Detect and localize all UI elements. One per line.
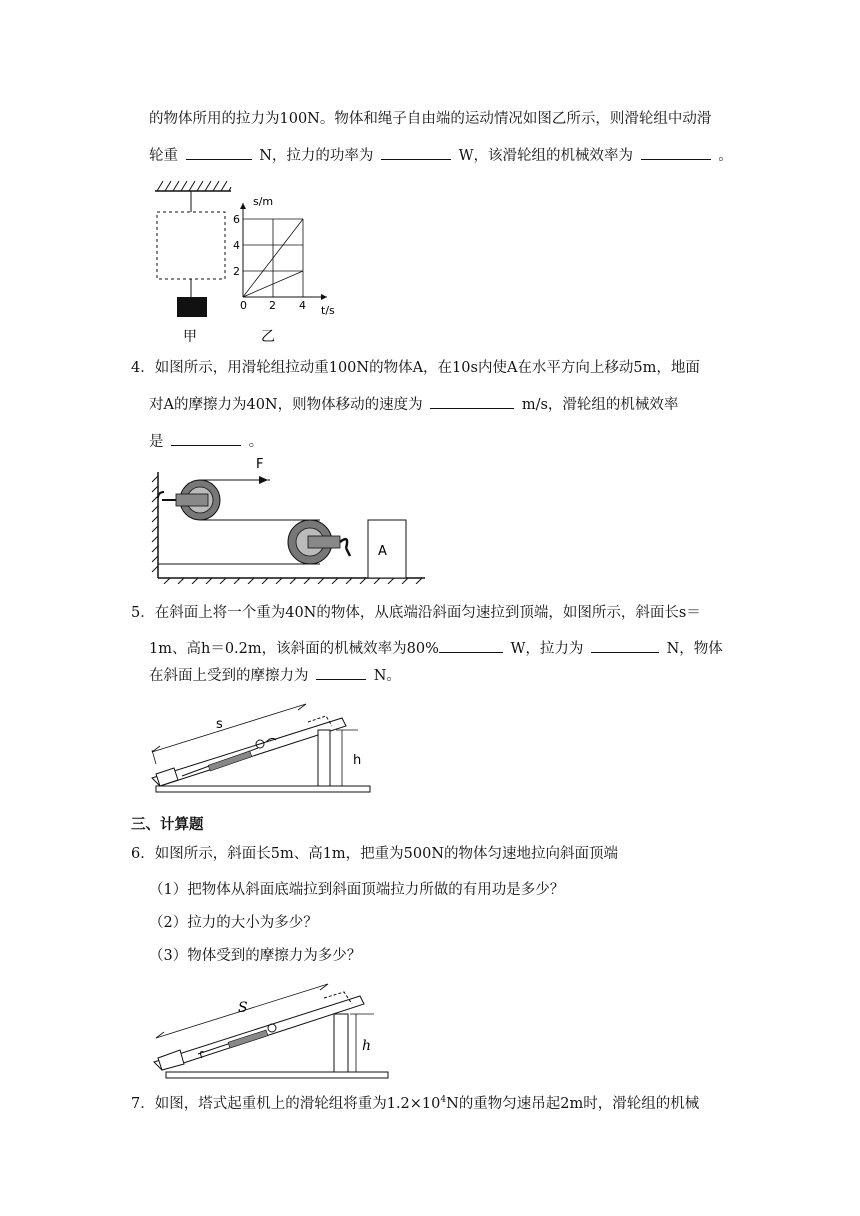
q7-text-a: 7．如图，塔式起重机上的滑轮组将重为1.2×10 [131,1096,441,1112]
q3-text-a: 轮重 [149,148,178,164]
x-axis-label: t/s [321,304,335,317]
q5-text-c: N，物体 [666,641,723,657]
label-F: F [256,457,264,472]
label-h-italic: h [362,1038,372,1054]
q5-text-b: W，拉力为 [510,641,584,657]
q5-line-2 [149,638,723,660]
x-tick-2: 2 [269,299,276,312]
q5-blank-friction[interactable] [316,665,366,680]
q6-line-1: 6．如图所示，斜面长5m、高1m，把重为500N的物体匀速地拉向斜面顶端 [131,846,619,862]
q5-text-a: 1m、高h＝0.2m，该斜面的机械效率为80% [149,641,439,657]
label-jia: 甲 [183,329,197,345]
q5-text-e: N。 [373,668,401,684]
q4-line-1: 4．如图所示，用滑轮组拉动重100N的物体A，在10s内使A在水平方向上移动5m，地面 [131,360,700,376]
y-tick-2: 2 [233,265,240,278]
y-tick-4: 4 [233,239,240,252]
q4-text-b: m/s，滑轮组的机械效率 [521,397,679,413]
q6-sub-1: （1）把物体从斜面底端拉到斜面顶端拉力所做的有用功是多少？ [149,882,565,898]
q3-text-d: 。 [718,148,733,164]
q3-figure [145,175,355,350]
q4-line-3 [149,431,263,453]
q6-figure [148,980,394,1082]
ceiling-hatch [155,181,231,191]
q4-blank-speed[interactable] [430,394,514,409]
q4-blank-efficiency[interactable] [171,431,241,446]
label-h: h [353,753,362,768]
q5-text-d: 在斜面上受到的摩擦力为 [149,668,309,684]
q3-line-2 [149,145,733,167]
s-t-graph [233,195,335,317]
q4-text-d: 。 [248,434,264,450]
q5-blank-force[interactable] [591,638,659,653]
movable-pulley [288,520,350,564]
y-tick-6: 6 [233,213,240,226]
wall-hatch [152,472,158,578]
q4-figure [150,452,430,584]
q7-text-b: N的重物匀速吊起2m时，滑轮组的机械 [446,1096,700,1112]
q3-blank-power[interactable] [381,145,451,160]
label-yi: 乙 [261,329,275,345]
q5-figure [148,698,376,796]
q5-line-3 [149,665,401,687]
pulley-box-dashed [157,212,225,279]
q4-text-a: 对A的摩擦力为40N，则物体移动的速度为 [149,397,423,413]
q5-blank-power[interactable] [439,638,503,653]
q6-sub-2: （2）拉力的大小为多少？ [149,915,318,931]
ground-hatch [158,578,425,584]
section-title: 三、计算题 [131,817,204,833]
q4-line-2 [149,394,678,416]
q3-text-b: N，拉力的功率为 [259,148,374,164]
q3-text-c: W，该滑轮组的机械效率为 [458,148,634,164]
q3-blank-efficiency[interactable] [641,145,711,160]
x-tick-4: 4 [299,299,306,312]
y-axis-label: s/m [253,195,274,208]
label-S: S [238,1000,248,1016]
fixed-pulley [158,480,220,520]
q5-line-1: 5．在斜面上将一个重为40N的物体，从底端沿斜面匀速拉到顶端，如图所示，斜面长s＝ [131,605,701,621]
hanging-weight [177,297,207,317]
label-s: s [216,717,223,732]
x-tick-0: 0 [240,299,247,312]
label-A: A [378,544,387,559]
q3-blank-pulley-weight[interactable] [186,145,252,160]
q7-exponent: 4 [440,1095,447,1106]
block-A [368,520,406,578]
q3-line-1: 的物体所用的拉力为100N。物体和绳子自由端的运动情况如图乙所示，则滑轮组中动滑 [149,111,712,127]
q4-text-c: 是 [149,434,164,450]
q6-sub-3: （3）物体受到的摩擦力为多少？ [149,948,362,964]
q7-line-1 [131,1093,699,1115]
